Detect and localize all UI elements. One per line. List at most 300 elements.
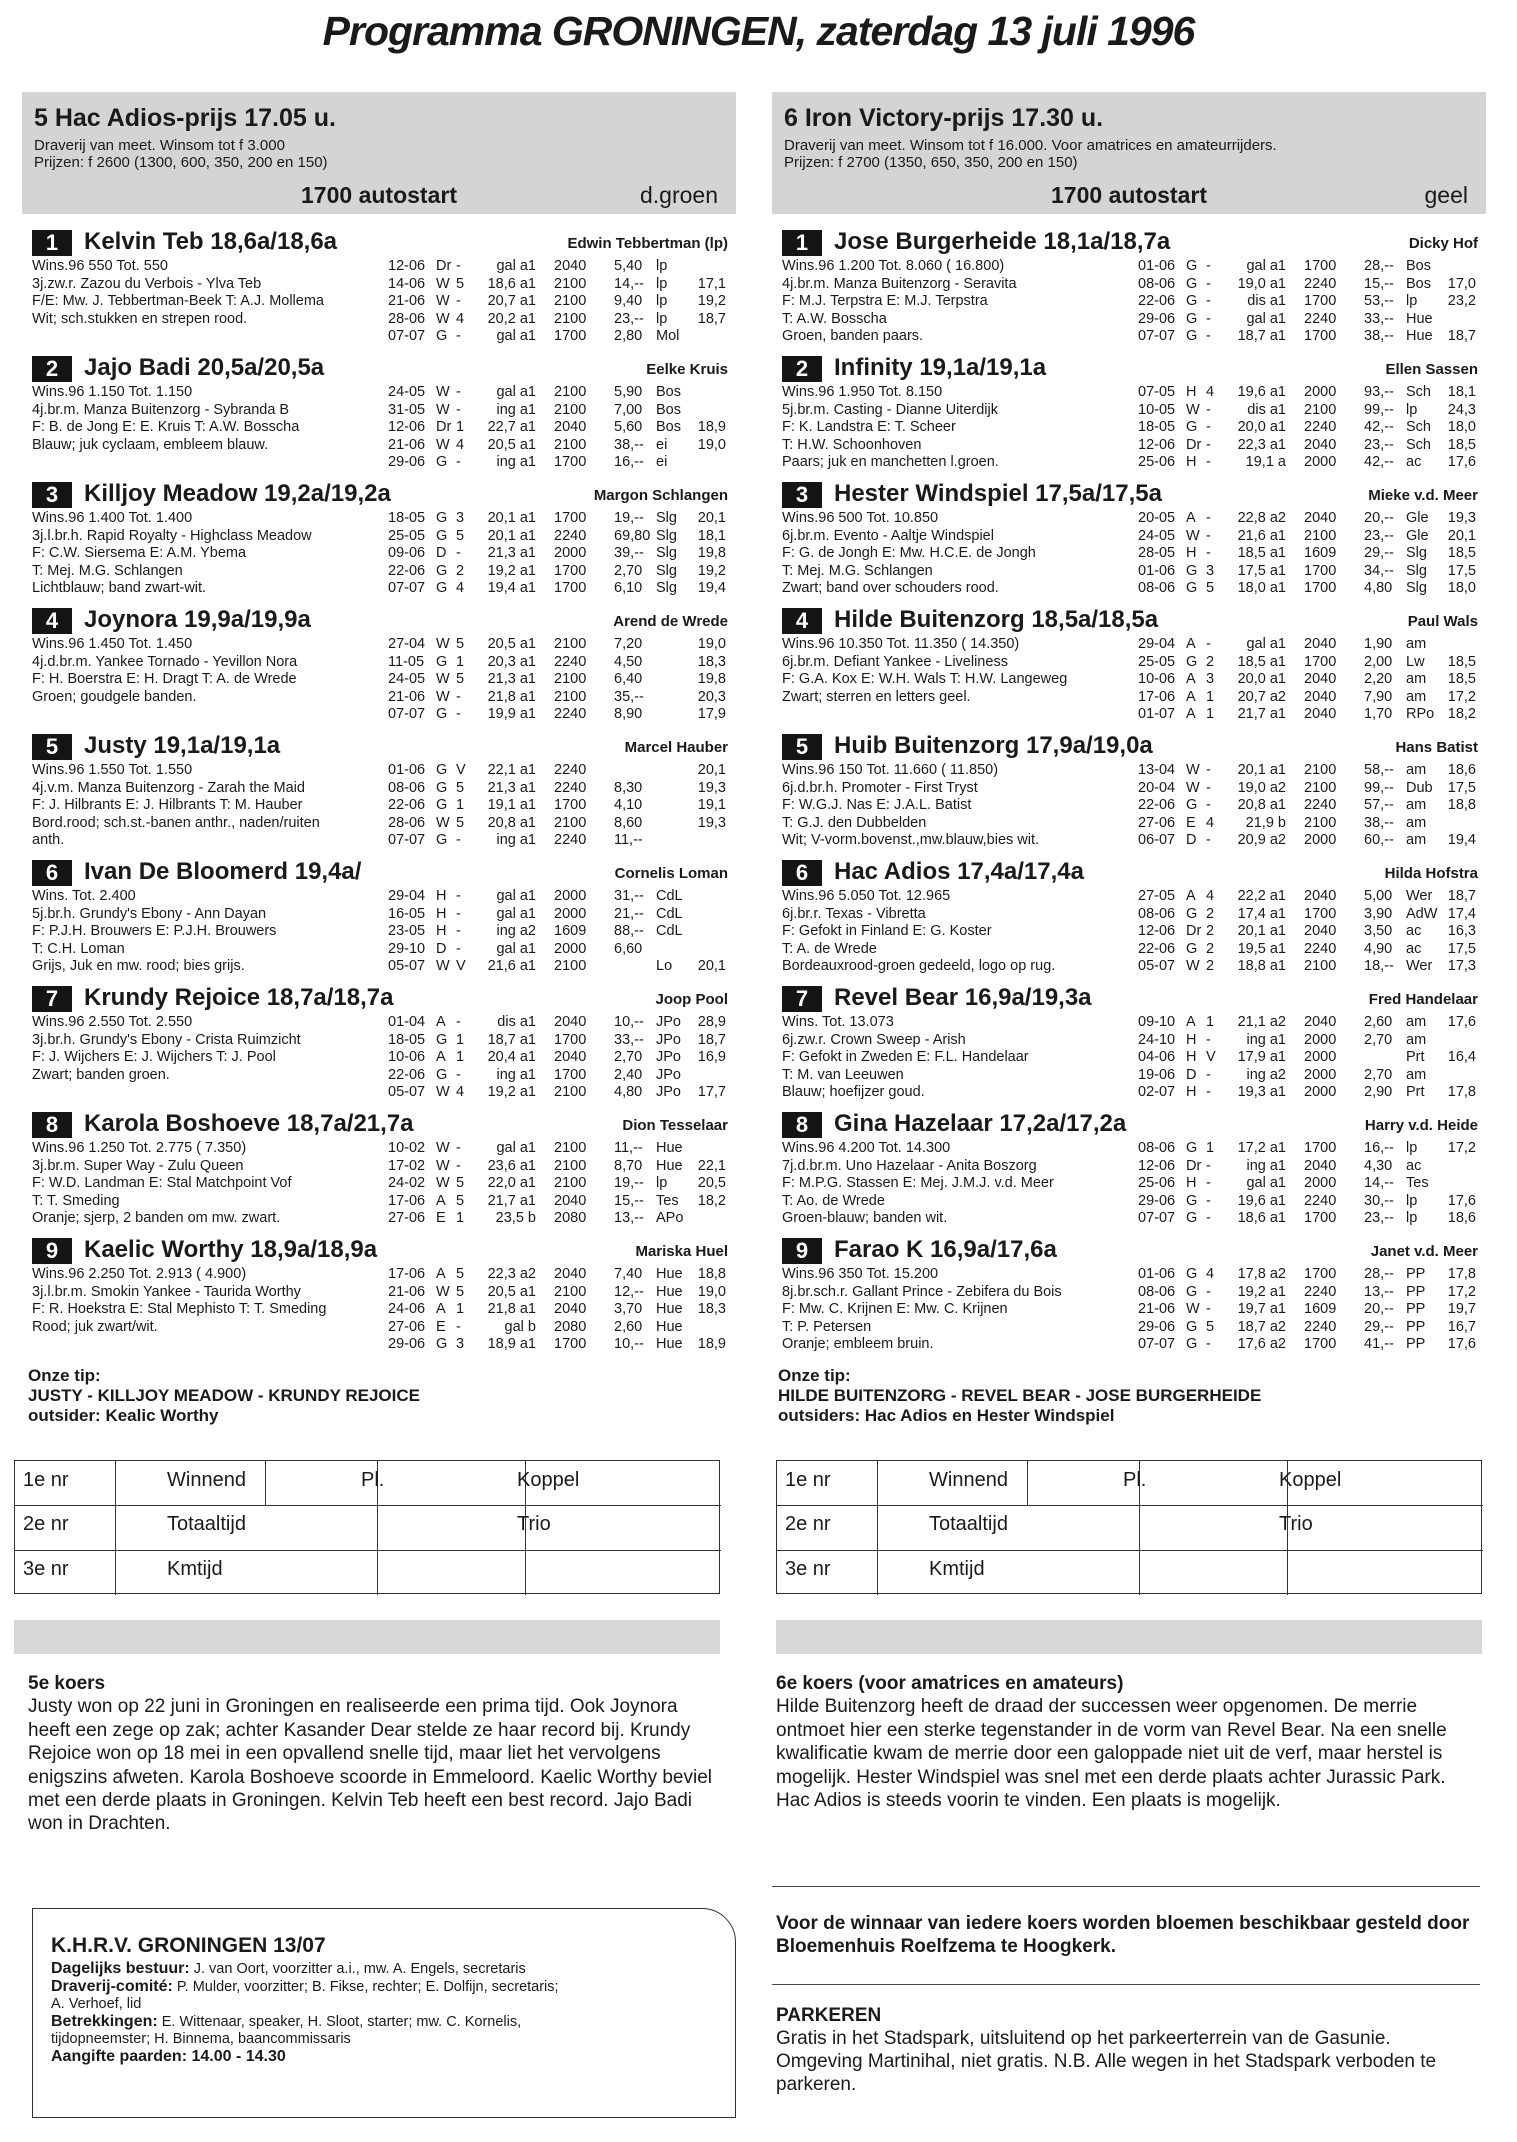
- form-row: [1138, 293, 1478, 311]
- form-cell: G: [1186, 562, 1198, 579]
- race-header: [22, 92, 736, 214]
- form-cell: 38,--: [614, 436, 644, 453]
- horse-name: Justy 19,1a/19,1a: [84, 732, 281, 759]
- start-number-badge: 7: [32, 986, 72, 1012]
- form-row: [388, 1266, 728, 1284]
- form-cell: 01-06: [388, 762, 426, 778]
- form-row: [1138, 1049, 1478, 1067]
- horse-details: [32, 258, 392, 328]
- form-cell: 20,9 a2: [1237, 832, 1286, 849]
- detail-line: Lichtblauw; band zwart-wit.: [32, 580, 207, 597]
- form-cell: -: [456, 545, 461, 562]
- form-row: [1138, 1336, 1478, 1354]
- form-cell: Prt: [1406, 1049, 1425, 1066]
- form-cell: 07-07: [388, 328, 426, 345]
- horse-details: [782, 888, 1142, 976]
- form-cell: G: [1186, 580, 1198, 597]
- form-cell: 12-06: [1138, 436, 1176, 453]
- form-cell: 18,5: [1447, 671, 1476, 688]
- form-table: [1138, 384, 1478, 472]
- form-cell: H: [1186, 1049, 1197, 1066]
- form-row: [1138, 1319, 1478, 1337]
- form-row: [388, 454, 728, 472]
- form-cell: 19,1 a1: [487, 797, 536, 814]
- form-cell: 17,6: [1447, 454, 1476, 471]
- form-cell: 17,2: [1447, 1140, 1476, 1156]
- form-cell: 28,9: [697, 1014, 726, 1030]
- form-cell: 2100: [1304, 779, 1337, 796]
- form-cell: PP: [1406, 1318, 1426, 1335]
- detail-line: Wins. Tot. 2.400: [32, 888, 136, 904]
- form-cell: Slg: [1406, 580, 1427, 597]
- form-cell: 1609: [1304, 1301, 1337, 1318]
- form-cell: H: [1186, 1084, 1197, 1101]
- horse-details: [32, 510, 392, 598]
- form-cell: -: [1206, 779, 1211, 796]
- form-cell: 1: [456, 1031, 465, 1048]
- form-cell: W: [436, 1283, 450, 1300]
- form-cell: 18,8: [697, 1266, 726, 1282]
- preview-text: Justy won op 22 juni in Groningen en realiseerde een prima tijd. Ook Joynora heeft een zege op zak; achter Kasander Dear stelde ze haar record bij. Krundy Rejoice won op 18 mei in een opvallend snelle tijd, maar liet het vervolgens enigszins afweten. Karola Boshoeve scoorde in Emmeloord. Kaelic Worthy beviel met een derde plaats in Groningen. Kelvin Teb heeft een best record. Jajo Badi won in Drachten.: [28, 1696, 712, 1835]
- form-cell: G: [436, 762, 448, 778]
- form-cell: 17,4 a1: [1237, 905, 1286, 922]
- form-cell: G: [1186, 1140, 1198, 1156]
- form-cell: ing a2: [496, 923, 536, 940]
- form-cell: 2,80: [614, 328, 643, 345]
- form-cell: am: [1406, 636, 1427, 652]
- form-cell: 20,1: [697, 762, 726, 778]
- form-cell: 17,2 a1: [1237, 1140, 1286, 1156]
- form-cell: 2000: [1304, 1049, 1337, 1066]
- detail-line: F: W.G.J. Nas E: J.A.L. Batist: [782, 797, 972, 814]
- form-cell: 2040: [1304, 1157, 1337, 1174]
- form-cell: 18,8 a1: [1237, 958, 1286, 975]
- form-cell: 2240: [554, 527, 587, 544]
- form-row: [388, 941, 728, 959]
- form-cell: 12-06: [388, 258, 426, 274]
- horse-name: Jose Burgerheide 18,1a/18,7a: [834, 228, 1171, 255]
- form-cell: -: [1206, 328, 1211, 345]
- form-cell: 2: [456, 562, 465, 579]
- detail-line: 6j.zw.r. Crown Sweep - Arish: [782, 1031, 966, 1048]
- form-cell: Slg: [1406, 545, 1427, 562]
- horse-entry: [22, 984, 736, 1110]
- detail-line: F: P.J.H. Brouwers E: P.J.H. Brouwers: [32, 923, 277, 940]
- form-row: [1138, 941, 1478, 959]
- parking-notice: [776, 2004, 1481, 2096]
- form-cell: G: [1186, 797, 1198, 814]
- form-table: [1138, 1140, 1478, 1228]
- bet-grid-race-5: [14, 1460, 720, 1594]
- form-table: [1138, 888, 1478, 976]
- detail-line: F: K. Landstra E: T. Scheer: [782, 419, 956, 436]
- form-cell: 05-07: [1138, 958, 1176, 975]
- form-cell: am: [1406, 1014, 1427, 1030]
- form-cell: 2100: [554, 1084, 587, 1101]
- form-cell: 06-07: [1138, 832, 1176, 849]
- detail-line: Wins.96 350 Tot. 15.200: [782, 1266, 939, 1282]
- form-cell: Gle: [1406, 510, 1429, 526]
- race-condition-line: Draverij van meet. Winsom tot f 3.000: [34, 137, 285, 154]
- form-cell: 2000: [554, 905, 587, 922]
- form-cell: 53,--: [1364, 293, 1394, 310]
- form-row: [388, 1175, 728, 1193]
- horse-entry: [772, 1110, 1486, 1236]
- form-cell: gal a1: [496, 328, 536, 345]
- form-cell: 2040: [1304, 923, 1337, 940]
- detail-line: Groen; goudgele banden.: [32, 688, 197, 705]
- form-cell: 17,4: [1447, 905, 1476, 922]
- form-cell: 57,--: [1364, 797, 1394, 814]
- form-cell: 21,9 b: [1245, 814, 1286, 831]
- form-cell: ing a1: [1246, 1157, 1286, 1174]
- form-cell: -: [1206, 1157, 1211, 1174]
- form-cell: 2040: [554, 1266, 587, 1282]
- form-table: [388, 384, 728, 472]
- race-header: [772, 92, 1486, 214]
- form-cell: 2240: [554, 653, 587, 670]
- grid-label: Pl.: [1123, 1469, 1147, 1491]
- form-cell: W: [1186, 779, 1200, 796]
- detail-line: F: C.W. Siersema E: A.M. Ybema: [32, 545, 247, 562]
- form-cell: W: [436, 1157, 450, 1174]
- detail-line: Wins.96 1.550 Tot. 1.550: [32, 762, 193, 778]
- detail-line: Groen-blauw; banden wit.: [782, 1210, 948, 1227]
- detail-line: T: P. Petersen: [782, 1318, 872, 1335]
- horse-details: [32, 1140, 392, 1228]
- form-cell: 22,2 a1: [1237, 888, 1286, 904]
- form-cell: 21,1 a2: [1237, 1014, 1286, 1030]
- grid-label: Winnend: [929, 1469, 1008, 1491]
- form-cell: 23,--: [1364, 436, 1394, 453]
- horse-list: [772, 228, 1486, 1362]
- form-cell: JPo: [656, 1084, 681, 1101]
- horse-name: Farao K 16,9a/17,6a: [834, 1236, 1057, 1263]
- form-cell: lp: [1406, 401, 1418, 418]
- form-row: [388, 636, 728, 654]
- horse-name: Joynora 19,9a/19,9a: [84, 606, 311, 633]
- form-cell: -: [1206, 510, 1211, 526]
- form-cell: 09-10: [1138, 1014, 1176, 1030]
- form-cell: 12-06: [388, 419, 426, 436]
- form-row: [1138, 545, 1478, 563]
- tip-block: [772, 1366, 1486, 1426]
- form-cell: 1700: [1304, 562, 1337, 579]
- form-cell: 2100: [554, 1157, 587, 1174]
- form-cell: 12-06: [1138, 923, 1176, 940]
- horse-details: [32, 762, 392, 850]
- form-cell: 19,3: [1447, 510, 1476, 526]
- horse-details: [782, 1014, 1142, 1102]
- form-cell: 01-07: [1138, 706, 1176, 723]
- form-cell: G: [1186, 905, 1198, 922]
- form-cell: 19,8: [697, 671, 726, 688]
- form-cell: W: [436, 436, 450, 453]
- form-cell: 7,00: [614, 401, 643, 418]
- form-cell: 19,5 a1: [1237, 940, 1286, 957]
- grid-line: [1027, 1461, 1028, 1505]
- form-cell: A: [1186, 688, 1196, 705]
- driver-name: Margon Schlangen: [593, 487, 728, 504]
- form-cell: 2040: [554, 1301, 587, 1318]
- form-cell: 3: [456, 510, 465, 526]
- detail-line: 3j.l.br.m. Smokin Yankee - Taurida Worthy: [32, 1283, 301, 1300]
- form-cell: 8,60: [614, 814, 643, 831]
- form-row: [388, 384, 728, 402]
- horse-name: Gina Hazelaar 17,2a/17,2a: [834, 1110, 1127, 1137]
- horse-entry: [772, 480, 1486, 606]
- detail-line: Wins.96 1.250 Tot. 2.775 ( 7.350): [32, 1140, 247, 1156]
- form-cell: 3: [1206, 671, 1215, 688]
- detail-line: F: Mw. C. Krijnen E: Mw. C. Krijnen: [782, 1301, 1008, 1318]
- form-cell: 1: [1206, 1140, 1215, 1156]
- form-row: [1138, 1158, 1478, 1176]
- grid-label: 2e nr: [785, 1513, 831, 1535]
- form-cell: -: [456, 940, 461, 957]
- detail-line: F: Gefokt in Zweden E: F.L. Handelaar: [782, 1049, 1029, 1066]
- grid-line: [777, 1505, 1483, 1506]
- form-cell: G: [1186, 653, 1198, 670]
- form-cell: 21,6 a1: [1237, 527, 1286, 544]
- form-cell: 21,3 a1: [487, 779, 536, 796]
- detail-line: 5j.br.m. Casting - Dianne Uiterdijk: [782, 401, 998, 418]
- form-cell: G: [436, 653, 448, 670]
- start-number-badge: 5: [32, 734, 72, 760]
- form-cell: 20,8 a1: [1237, 797, 1286, 814]
- form-row: [1138, 1266, 1478, 1284]
- form-cell: 2240: [1304, 940, 1337, 957]
- horse-name: Killjoy Meadow 19,2a/19,2a: [84, 480, 391, 507]
- form-row: [1138, 1284, 1478, 1302]
- form-cell: lp: [656, 293, 668, 310]
- form-cell: G: [1186, 310, 1198, 327]
- form-cell: 2100: [554, 1283, 587, 1300]
- detail-line: Wins.96 5.050 Tot. 12.965: [782, 888, 951, 904]
- grid-line: [877, 1461, 878, 1595]
- form-cell: 25-06: [1138, 454, 1176, 471]
- form-cell: lp: [656, 258, 668, 274]
- form-cell: 39,--: [614, 545, 644, 562]
- form-cell: 19,2: [697, 293, 726, 310]
- form-cell: 15,--: [1364, 275, 1394, 292]
- form-cell: 17-06: [1138, 688, 1176, 705]
- grid-line: [265, 1461, 266, 1505]
- form-cell: 05-07: [388, 1084, 426, 1101]
- form-cell: 18,7 a2: [1237, 1318, 1286, 1335]
- form-cell: 24,3: [1447, 401, 1476, 418]
- form-row: [1138, 510, 1478, 528]
- form-cell: 29-04: [1138, 636, 1176, 652]
- form-cell: Tes: [1406, 1175, 1429, 1192]
- form-cell: 5: [1206, 1318, 1215, 1335]
- form-cell: -: [456, 923, 461, 940]
- form-row: [388, 654, 728, 672]
- form-cell: D: [436, 940, 447, 957]
- race-5-column: [22, 92, 736, 1426]
- form-cell: -: [1206, 762, 1211, 778]
- horse-details: [782, 1266, 1142, 1354]
- form-cell: 18-05: [388, 1031, 426, 1048]
- form-cell: 2100: [1304, 958, 1337, 975]
- form-cell: 2240: [1304, 1283, 1337, 1300]
- form-cell: 1,70: [1364, 706, 1393, 723]
- grid-label: Koppel: [517, 1469, 580, 1491]
- form-cell: 21,3 a1: [487, 671, 536, 688]
- form-cell: 1700: [1304, 1210, 1337, 1227]
- form-cell: Prt: [1406, 1084, 1425, 1101]
- form-cell: 01-06: [1138, 562, 1176, 579]
- form-cell: 3,50: [1364, 923, 1393, 940]
- form-cell: G: [436, 454, 448, 471]
- form-cell: 17,6 a2: [1237, 1336, 1286, 1353]
- form-cell: 7,40: [614, 1266, 643, 1282]
- form-cell: 07-07: [388, 580, 426, 597]
- form-cell: G: [436, 580, 448, 597]
- form-cell: 2100: [554, 636, 587, 652]
- form-cell: G: [1186, 258, 1198, 274]
- form-cell: -: [1206, 436, 1211, 453]
- form-cell: 16,4: [1447, 1049, 1476, 1066]
- form-cell: 5: [1206, 580, 1215, 597]
- form-cell: 25-06: [1138, 1175, 1176, 1192]
- form-cell: 22,1 a1: [487, 762, 536, 778]
- driver-name: Janet v.d. Meer: [1370, 1243, 1478, 1260]
- form-row: [388, 1193, 728, 1211]
- form-cell: -: [1206, 1084, 1211, 1101]
- form-cell: 19,1 a: [1245, 454, 1286, 471]
- form-cell: 8,90: [614, 706, 643, 723]
- form-cell: 2040: [1304, 1014, 1337, 1030]
- form-cell: E: [436, 1210, 446, 1227]
- detail-line: anth.: [32, 832, 65, 849]
- form-cell: 19,--: [614, 510, 644, 526]
- form-cell: 19,4: [1447, 832, 1476, 849]
- form-row: [1138, 689, 1478, 707]
- form-cell: 07-07: [388, 832, 426, 849]
- start-number-badge: 8: [32, 1112, 72, 1138]
- form-cell: -: [1206, 454, 1211, 471]
- form-cell: Dr: [1186, 436, 1202, 453]
- form-row: [388, 1210, 728, 1228]
- detail-line: Wins.96 150 Tot. 11.660 ( 11.850): [782, 762, 999, 778]
- start-number-badge: 4: [32, 608, 72, 634]
- form-cell: 23,5 b: [495, 1210, 536, 1227]
- grid-label: Kmtijd: [167, 1558, 223, 1580]
- tip-picks: JUSTY - KILLJOY MEADOW - KRUNDY REJOICE: [28, 1386, 420, 1405]
- form-cell: Hue: [656, 1140, 683, 1156]
- form-cell: 20,1 a1: [1237, 923, 1286, 940]
- form-cell: 19,2 a1: [487, 1084, 536, 1101]
- form-cell: 4: [1206, 814, 1215, 831]
- form-cell: 07-05: [1138, 384, 1176, 400]
- form-row: [1138, 636, 1478, 654]
- start-number-badge: 3: [782, 482, 822, 508]
- form-cell: am: [1406, 688, 1427, 705]
- form-cell: CdL: [656, 888, 683, 904]
- form-cell: 17,9 a1: [1237, 1049, 1286, 1066]
- form-cell: 29-06: [388, 1336, 426, 1353]
- horse-entry: [22, 1110, 736, 1236]
- form-cell: 17,6: [1447, 1336, 1476, 1353]
- detail-line: Wins.96 2.250 Tot. 2.913 ( 4.900): [32, 1266, 247, 1282]
- form-cell: 19,9 a1: [487, 706, 536, 723]
- horse-entry: [772, 858, 1486, 984]
- grid-label: Kmtijd: [929, 1558, 985, 1580]
- form-cell: 1: [1206, 706, 1215, 723]
- form-cell: 16,9: [697, 1049, 726, 1066]
- form-cell: 5: [456, 671, 465, 688]
- form-cell: 5: [456, 814, 465, 831]
- form-cell: -: [1206, 401, 1211, 418]
- form-cell: 18,0: [1447, 419, 1476, 436]
- form-cell: 19,0: [697, 636, 726, 652]
- form-cell: 1: [456, 797, 465, 814]
- form-cell: 22-06: [1138, 940, 1176, 957]
- detail-line: Wit; sch.stukken en strepen rood.: [32, 310, 248, 327]
- form-cell: 17,5: [1447, 562, 1476, 579]
- horse-name: Hilde Buitenzorg 18,5a/18,5a: [834, 606, 1159, 633]
- form-cell: H: [1186, 384, 1197, 400]
- form-cell: -: [456, 832, 461, 849]
- form-cell: AdW: [1406, 905, 1438, 922]
- form-row: [1138, 528, 1478, 546]
- race-conditions: [784, 137, 1474, 171]
- form-cell: 20,5 a1: [487, 1283, 536, 1300]
- form-cell: 17,7: [697, 1084, 726, 1101]
- form-row: [1138, 384, 1478, 402]
- form-cell: Hue: [656, 1283, 683, 1300]
- form-cell: 1700: [1304, 580, 1337, 597]
- form-cell: W: [436, 1140, 450, 1156]
- form-cell: 20,5 a1: [487, 436, 536, 453]
- form-cell: A: [436, 1014, 446, 1030]
- form-cell: 18,--: [1364, 958, 1394, 975]
- form-cell: 24-05: [1138, 527, 1176, 544]
- form-cell: 18,6 a1: [487, 275, 536, 292]
- horse-name: Krundy Rejoice 18,7a/18,7a: [84, 984, 394, 1011]
- horse-details: [32, 384, 392, 454]
- form-cell: 01-06: [1138, 258, 1176, 274]
- form-cell: 2040: [554, 258, 587, 274]
- horse-entry: [772, 732, 1486, 858]
- form-cell: 1: [1206, 1014, 1215, 1030]
- form-row: [1138, 276, 1478, 294]
- form-cell: Slg: [1406, 562, 1427, 579]
- form-cell: Hue: [656, 1318, 683, 1335]
- form-cell: W: [436, 636, 450, 652]
- form-cell: JPo: [656, 1014, 681, 1030]
- form-cell: 17,6: [1447, 1192, 1476, 1209]
- form-cell: 07-07: [1138, 1336, 1176, 1353]
- form-row: [1138, 1175, 1478, 1193]
- form-cell: 2100: [554, 814, 587, 831]
- form-cell: 38,--: [1364, 328, 1394, 345]
- form-cell: 17,2: [1447, 688, 1476, 705]
- form-cell: 1700: [554, 797, 587, 814]
- form-cell: G: [436, 797, 448, 814]
- form-cell: 16,--: [614, 454, 644, 471]
- form-row: [1138, 311, 1478, 329]
- form-cell: 1700: [1304, 293, 1337, 310]
- detail-line: Blauw; juk cyclaam, embleem blauw.: [32, 436, 269, 453]
- form-cell: 2: [1206, 940, 1215, 957]
- form-cell: 17,0: [1447, 275, 1476, 292]
- form-cell: 4: [456, 1084, 465, 1101]
- form-cell: 29-06: [1138, 310, 1176, 327]
- form-cell: 21-06: [388, 293, 426, 310]
- detail-line: 5j.br.h. Grundy's Ebony - Ann Dayan: [32, 905, 267, 922]
- race-6-column: [772, 92, 1486, 1426]
